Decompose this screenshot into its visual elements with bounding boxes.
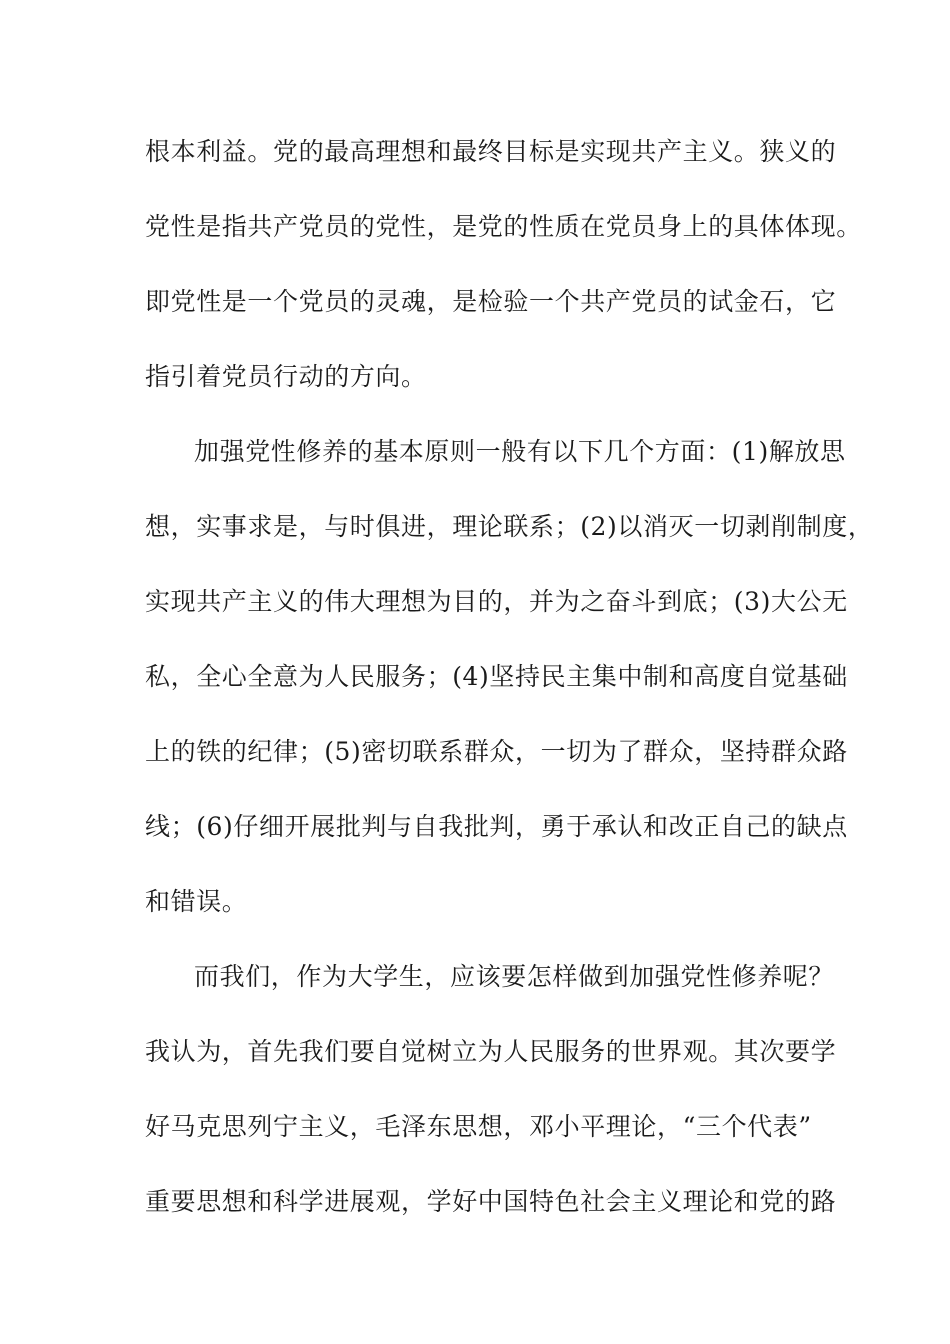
text-line: 指引着党员行动的方向。 xyxy=(145,362,427,391)
text-line: 党性是指共产党员的党性，是党的性质在党员身上的具体体现。 xyxy=(145,212,862,241)
text-line: 上的铁的纪律；(5)密切联系群众，一切为了群众，坚持群众路 xyxy=(145,737,848,766)
text-line: 即党性是一个党员的灵魂，是检验一个共产党员的试金石，它 xyxy=(145,287,837,316)
text-line: 重要思想和科学进展观，学好中国特色社会主义理论和党的路 xyxy=(145,1187,837,1216)
text-line: 我认为，首先我们要自觉树立为人民服务的世界观。其次要学 xyxy=(145,1037,837,1066)
paragraph-start-line: 加强党性修养的基本原则一般有以下几个方面：(1)解放思 xyxy=(194,437,846,466)
paragraph-start-line: 而我们，作为大学生，应该要怎样做到加强党性修养呢？ xyxy=(194,962,835,991)
text-line: 想，实事求是，与时俱进，理论联系；(2)以消灭一切剥削制度， xyxy=(145,512,874,541)
text-line: 和错误。 xyxy=(145,887,248,916)
text-line: 私，全心全意为人民服务；(4)坚持民主集中制和高度自觉基础 xyxy=(145,662,848,691)
text-line: 线；(6)仔细开展批判与自我批判，勇于承认和改正自己的缺点 xyxy=(145,812,848,841)
text-line: 根本利益。党的最高理想和最终目标是实现共产主义。狭义的 xyxy=(145,137,837,166)
text-line: 好马克思列宁主义，毛泽东思想，邓小平理论，“三个代表” xyxy=(145,1112,812,1141)
text-line: 实现共产主义的伟大理想为目的，并为之奋斗到底；(3)大公无 xyxy=(145,587,848,616)
